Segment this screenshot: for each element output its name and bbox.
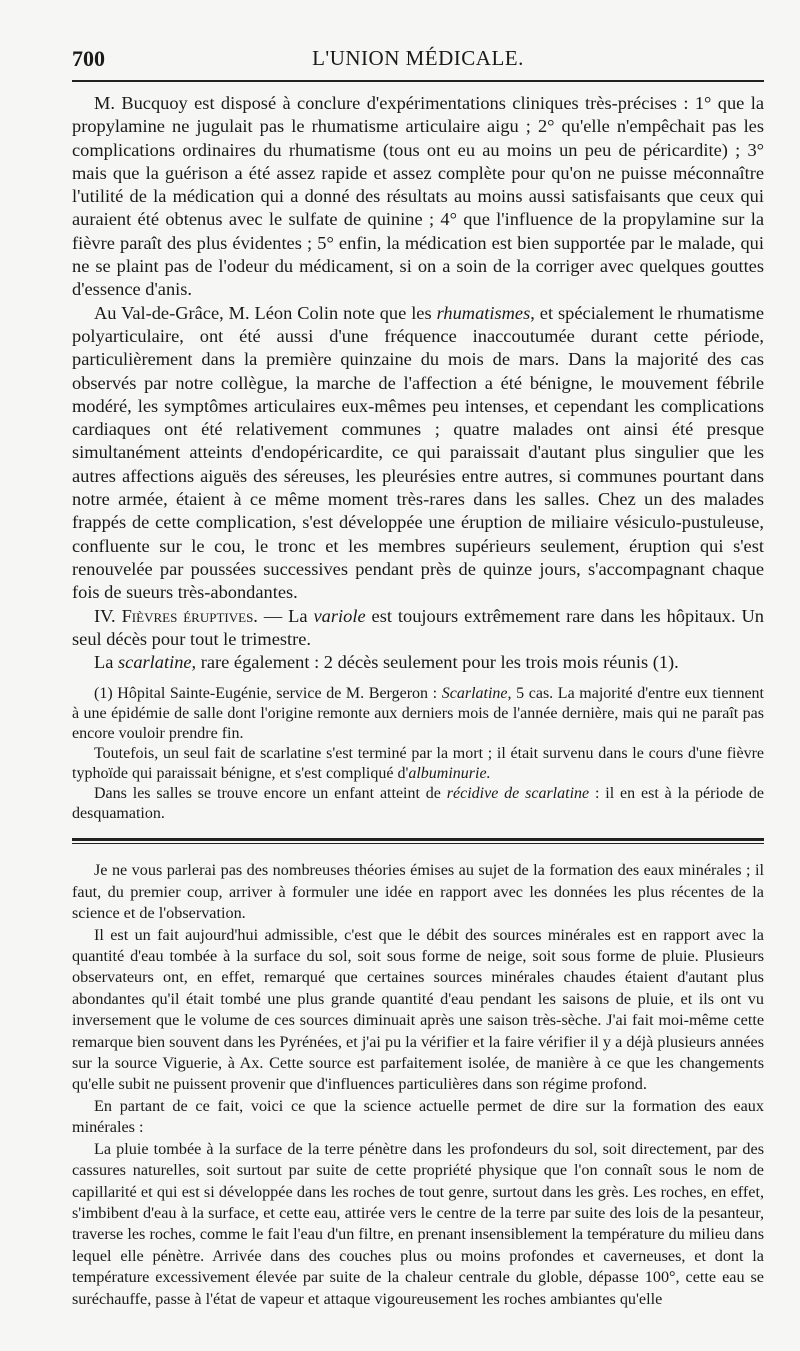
paragraph-bucquoy: M. Bucquoy est disposé à conclure d'expérimentations cliniques très-précises : 1° que la propylamine ne jugulait pas le rhumatisme articulaire aigu ; 2° qu'elle n'empêchait pas les complications ordinaires du rhumatisme (tous ont eu au moins un peu de péricardite) ; 3° mais que la guérison a été assez rapide et assez complète pour qu'on ne puisse méconnaître l'utilité de la médication qui a donné des résultats au moins aussi satisfaisants que ceux qui auraient été obtenus avec le sulfate de quinine ; 4° que l'influence de la propylamine sur la fièvre paraît des plus évidentes ; 5° enfin, la médication est bien supportée par le malade, qui ne se plaint pas de l'odeur du médicament, si on a soin de la corriger avec quelques gouttes d'essence d'anis.	[72, 93, 764, 300]
running-title: L'UNION MÉDICALE.	[312, 46, 524, 70]
paragraph-debit-sources: Il est un fait aujourd'hui admissible, c'est que le débit des sources minérales est en rapport avec la quantité d'eau tombée à la surface du sol, soit sous forme de neige, soit sous forme de pluie. Plusieurs observateurs ont, en effet, remarqué que certaines sources minérales chaudes étaient d'autant plus abondantes qu'il était tombé une plus grande quantité d'eau pendant les saisons de pluie, et ils ont vu inversement que le volume de ces sources diminuait après une saison très-sèche. J'ai fait moi-même cette remarque bien souvent dans les Pyrénées, et j'ai pu la vérifier et la faire vérifier il y a déjà plusieurs années sur la source Viguerie, à Ax. Cette source est parfaitement isolée, de manière à ce que les changements qu'elle subit ne puissent provenir que d'influences particulières dans son régime profond.	[72, 925, 764, 1094]
header-rule	[72, 80, 764, 82]
paragraph-pluie: La pluie tombée à la surface de la terre pénètre dans les profondeurs du sol, soit directement, par des cassures naturelles, soit surtout par suite de cette propriété physique que l'on connaît sous le nom de capillarité et qui est si développée dans les roches de tout genre, surtout dans les grès. Les roches, en effet, s'imbibent d'eau à la surface, et cette eau, attirée vers le centre de la terre par suite des lois de la pesanteur, traverse les roches, comme le fait l'eau d'un filtre, en prenant insensiblement la température du milieu dans lequel elle pénètre. Arrivée dans des couches plus ou moins profondes et caverneuses, et dont la température excessivement élevée par suite de la chaleur centrale du globle, dépasse 100°, cette eau se suréchauffe, passe à l'état de vapeur et attaque vigoureusement les roches ambiantes qu'elle	[72, 1139, 764, 1308]
footnote-3: Dans les salles se trouve encore un enfant atteint de récidive de scarlatine : il en est à la période de desquamation.	[72, 785, 764, 823]
paragraph-theories: Je ne vous parlerai pas des nombreuses théories émises au sujet de la formation des eaux minérales ; il faut, du premier coup, arriver à formuler une idée en rapport avec les données les plus récentes de la science et de l'observation.	[72, 861, 764, 923]
main-text	[72, 92, 764, 674]
paragraph-formation: En partant de ce fait, voici ce que la science actuelle permet de dire sur la formation des eaux minérales :	[72, 1096, 764, 1137]
paragraph-fievres-eruptives: IV. Fièvres éruptives. — La variole est toujours extrêmement rare dans les hôpitaux. Un seul décès pour tout le trimestre.	[72, 605, 764, 649]
section-heading: Fièvres éruptives.	[121, 605, 258, 626]
footnote	[72, 684, 764, 824]
feuilleton-text	[72, 860, 764, 1310]
paragraph-scarlatine: La scarlatine, rare également : 2 décès seulement pour les trois mois réunis (1).	[94, 652, 679, 673]
section-divider	[72, 838, 764, 844]
paragraph-val-de-grace: Au Val-de-Grâce, M. Léon Colin note que les rhumatismes, et spécialement le rhumatisme polyarticulaire, ont été aussi d'une fréquence inaccoutumée durant cette période, particulièrement dans la première quinzaine du mois de mars. Dans la majorité des cas observés par notre collègue, la marche de l'affection a été bénigne, le mouvement fébrile modéré, les symptômes articulaires eux-mêmes peu intenses, et cependant les complications cardiaques ont été relativement communes ; quatre malades ont ainsi été presque simultanément atteints d'endopéricardite, ce qui paraissait d'autant plus singulier que les autres affections aiguës des séreuses, les pleurésies entre autres, si communes pourtant dans notre armée, étaient à ce même moment très-rares dans les salles. Chez un des malades frappés de cette complication, s'est développée une éruption de miliaire vésiculo-pustuleuse, confluente sur le cou, le tronc et les membres supérieurs seulement, éruption qui s'est renouvelée par poussées successives pendant près de quinze jours, s'accompagnant chaque fois de sueurs très-abondantes.	[72, 302, 764, 603]
page-number: 700	[72, 46, 105, 71]
footnote-1: (1) Hôpital Sainte-Eugénie, service de M. Bergeron : Scarlatine, 5 cas. La majorité d'entre eux tiennent à une épidémie de salle dont l'origine remonte aux derniers mois de l'année dernière, mais qui ne paraît pas encore vouloir prendre fin.	[72, 685, 764, 743]
page-header	[72, 44, 764, 76]
footnote-2: Toutefois, un seul fait de scarlatine s'est terminé par la mort ; il était survenu dans le cours d'une fièvre typhoïde qui paraissait bénigne, et s'est compliqué d'albuminurie.	[72, 745, 764, 783]
